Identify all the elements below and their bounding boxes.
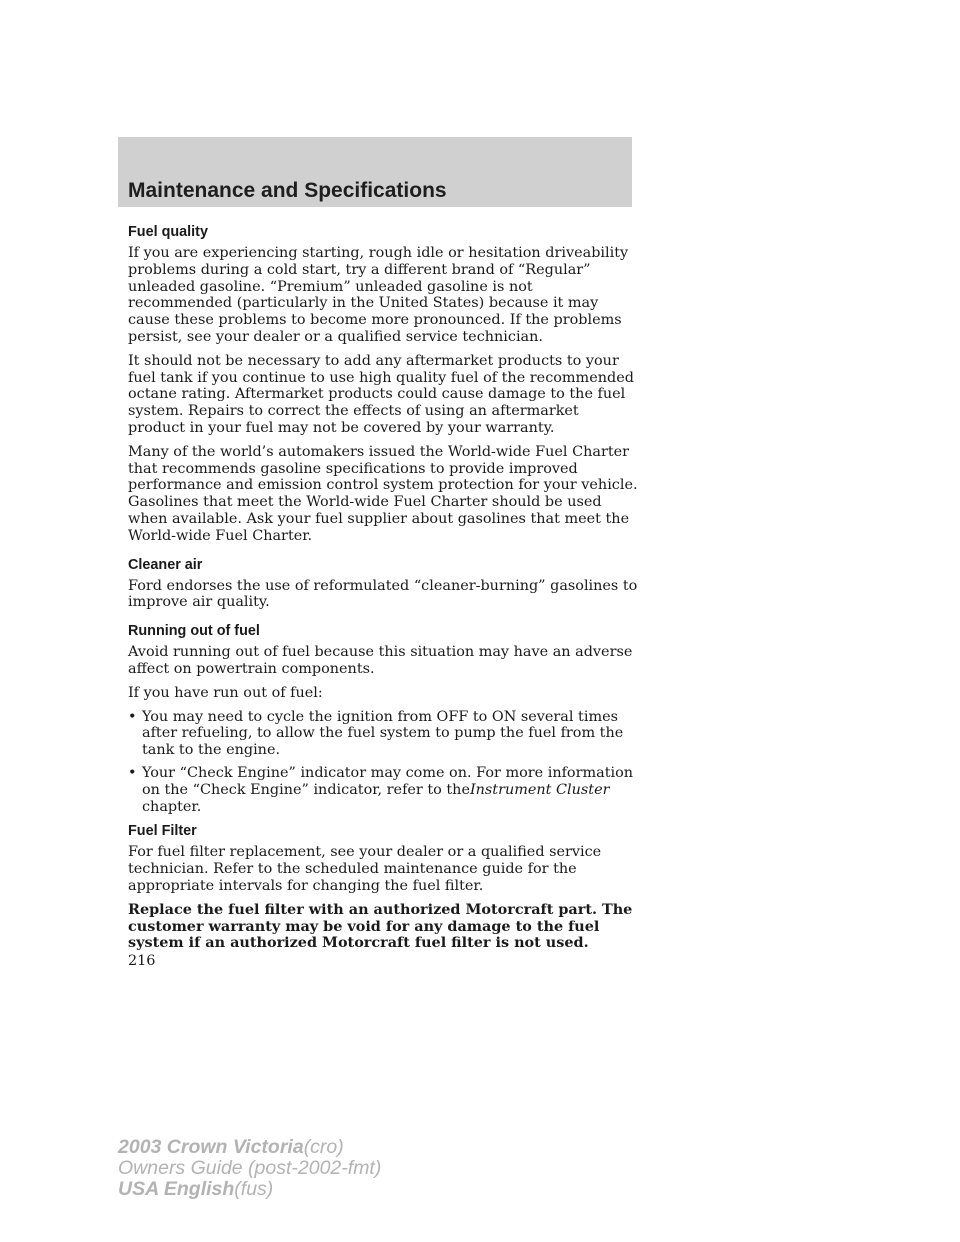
- list-item: [128, 709, 640, 759]
- list-item: [128, 765, 640, 815]
- bullet-glyph: •: [128, 764, 137, 781]
- chapter-reference: Instrument Cluster: [469, 781, 610, 798]
- heading-fuel-filter: Fuel Filter: [128, 823, 197, 840]
- bullet-text: You may need to cycle the ignition from OFF to ON several times after refueling, to allow the fuel system to pump the fuel from the tank to the engine.: [142, 708, 624, 759]
- bullet-text-end: chapter.: [142, 798, 202, 815]
- running-out-paragraph-1: Avoid running out of fuel because this situation may have an adverse affect on powertrain components.: [128, 644, 633, 677]
- bullet-glyph: •: [128, 708, 137, 725]
- fuel-quality-paragraph-3: Many of the world’s automakers issued the World-wide Fuel Charter that recommends gasoline specifications to provide improved performance and emission control system protection for your vehicle. Gasolines that meet the World-wide Fuel Charter should be used when available. Ask your fuel supplier about gasolines that meet the World-wide Fuel Charter.: [128, 443, 638, 544]
- heading-running-out-of-fuel: Running out of fuel: [128, 623, 260, 640]
- footer-model: 2003 Crown Victoria: [118, 1136, 304, 1158]
- page-number: 216: [128, 953, 156, 969]
- fuel-quality-paragraph-2: It should not be necessary to add any aftermarket products to your fuel tank if you continue to use high quality fuel of the recommended octane rating. Aftermarket products could cause damage to the fuel system. Repairs to correct the effects of using an aftermarket product in your fuel may not be covered by your warranty.: [128, 352, 634, 436]
- footer-model-code: (cro): [303, 1136, 344, 1158]
- bullet-text: Your “Check Engine” indicator may come on. For more information on the “Check Engine” indicator, refer to the: [142, 764, 634, 798]
- fuel-quality-paragraph-1: If you are experiencing starting, rough idle or hesitation driveability problems during a cold start, try a different brand of “Regular” unleaded gasoline. “Premium” unleaded gasoline is not recommended (particularly in the United States) because it may cause these problems to become more pronounced. If the problems persist, see your dealer or a qualified service technician.: [128, 245, 629, 345]
- section-title: Maintenance and Specifications: [128, 179, 447, 202]
- fuel-filter-paragraph: For fuel filter replacement, see your dealer or a qualified service technician. Refer to the scheduled maintenance guide for the appropriate intervals for changing the fuel filter.: [128, 844, 602, 894]
- heading-fuel-quality: Fuel quality: [128, 224, 208, 240]
- cleaner-air-paragraph: Ford endorses the use of reformulated “cleaner-burning” gasolines to improve air quality.: [128, 577, 638, 611]
- section-header-band: [118, 137, 632, 207]
- running-out-bullet-list: [128, 709, 640, 816]
- footer-language: USA English: [118, 1178, 235, 1200]
- running-out-paragraph-2: If you have run out of fuel:: [128, 684, 323, 701]
- footer-line-1: [118, 1137, 381, 1158]
- fuel-filter-warning: Replace the fuel filter with an authorized Motorcraft part. The customer warranty may be void for any damage to the fuel system if an authorized Motorcraft fuel filter is not used.: [128, 900, 633, 952]
- document-footer: [118, 1137, 381, 1200]
- heading-cleaner-air: Cleaner air: [128, 556, 203, 573]
- footer-language-code: (fus): [234, 1178, 274, 1200]
- footer-line-2: Owners Guide (post-2002-fmt): [118, 1157, 382, 1179]
- footer-line-3: [118, 1179, 381, 1200]
- page-content: [128, 222, 640, 959]
